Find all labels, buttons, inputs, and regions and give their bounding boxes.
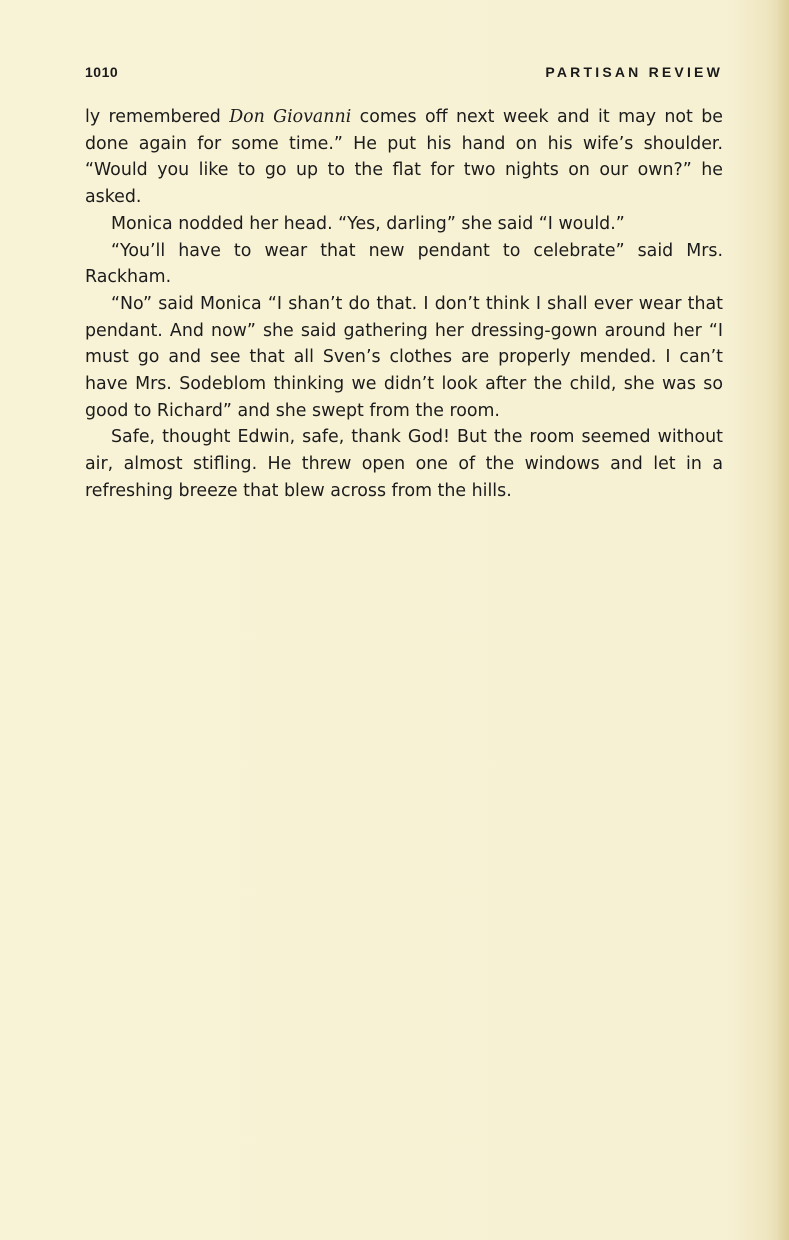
- paragraph-5: Safe, thought Edwin, safe, thank God! But the room seemed without air, almost stifling. He threw open one of the windows and let in a refreshing breeze that blew across from the hills.: [85, 427, 723, 501]
- paragraph-1: [85, 104, 723, 211]
- opera-title: Don Giovanni: [229, 107, 352, 127]
- paragraph-1-before: ly remembered: [85, 107, 230, 127]
- paragraph-1-after: comes off next week and it may not be done again for some time.” He put his hand on his wife’s shoulder. “Would you like to go up to the flat for two nights on our own?” he asked.: [85, 107, 723, 208]
- page-number: 1010: [85, 64, 119, 80]
- page-header: [85, 64, 723, 86]
- paragraph-4: “No” said Monica “I shan’t do that. I don’t think I shall ever wear that pendant. And now” she said gathering her dressing-gown around her “I must go and see that all Sven’s clothes are properly mended. I can’t have Mrs. Sodeblom thinking we didn’t look after the child, she was so good to Richard” and she swept from the room.: [85, 293, 723, 421]
- body-text: [85, 104, 723, 505]
- running-title: PARTISAN REVIEW: [545, 64, 723, 80]
- paragraph-3: “You’ll have to wear that new pendant to celebrate” said Mrs. Rackham.: [85, 240, 723, 288]
- page-edge-shadow: [777, 0, 789, 1240]
- paragraph-2: Monica nodded her head. “Yes, darling” she said “I would.”: [111, 213, 625, 234]
